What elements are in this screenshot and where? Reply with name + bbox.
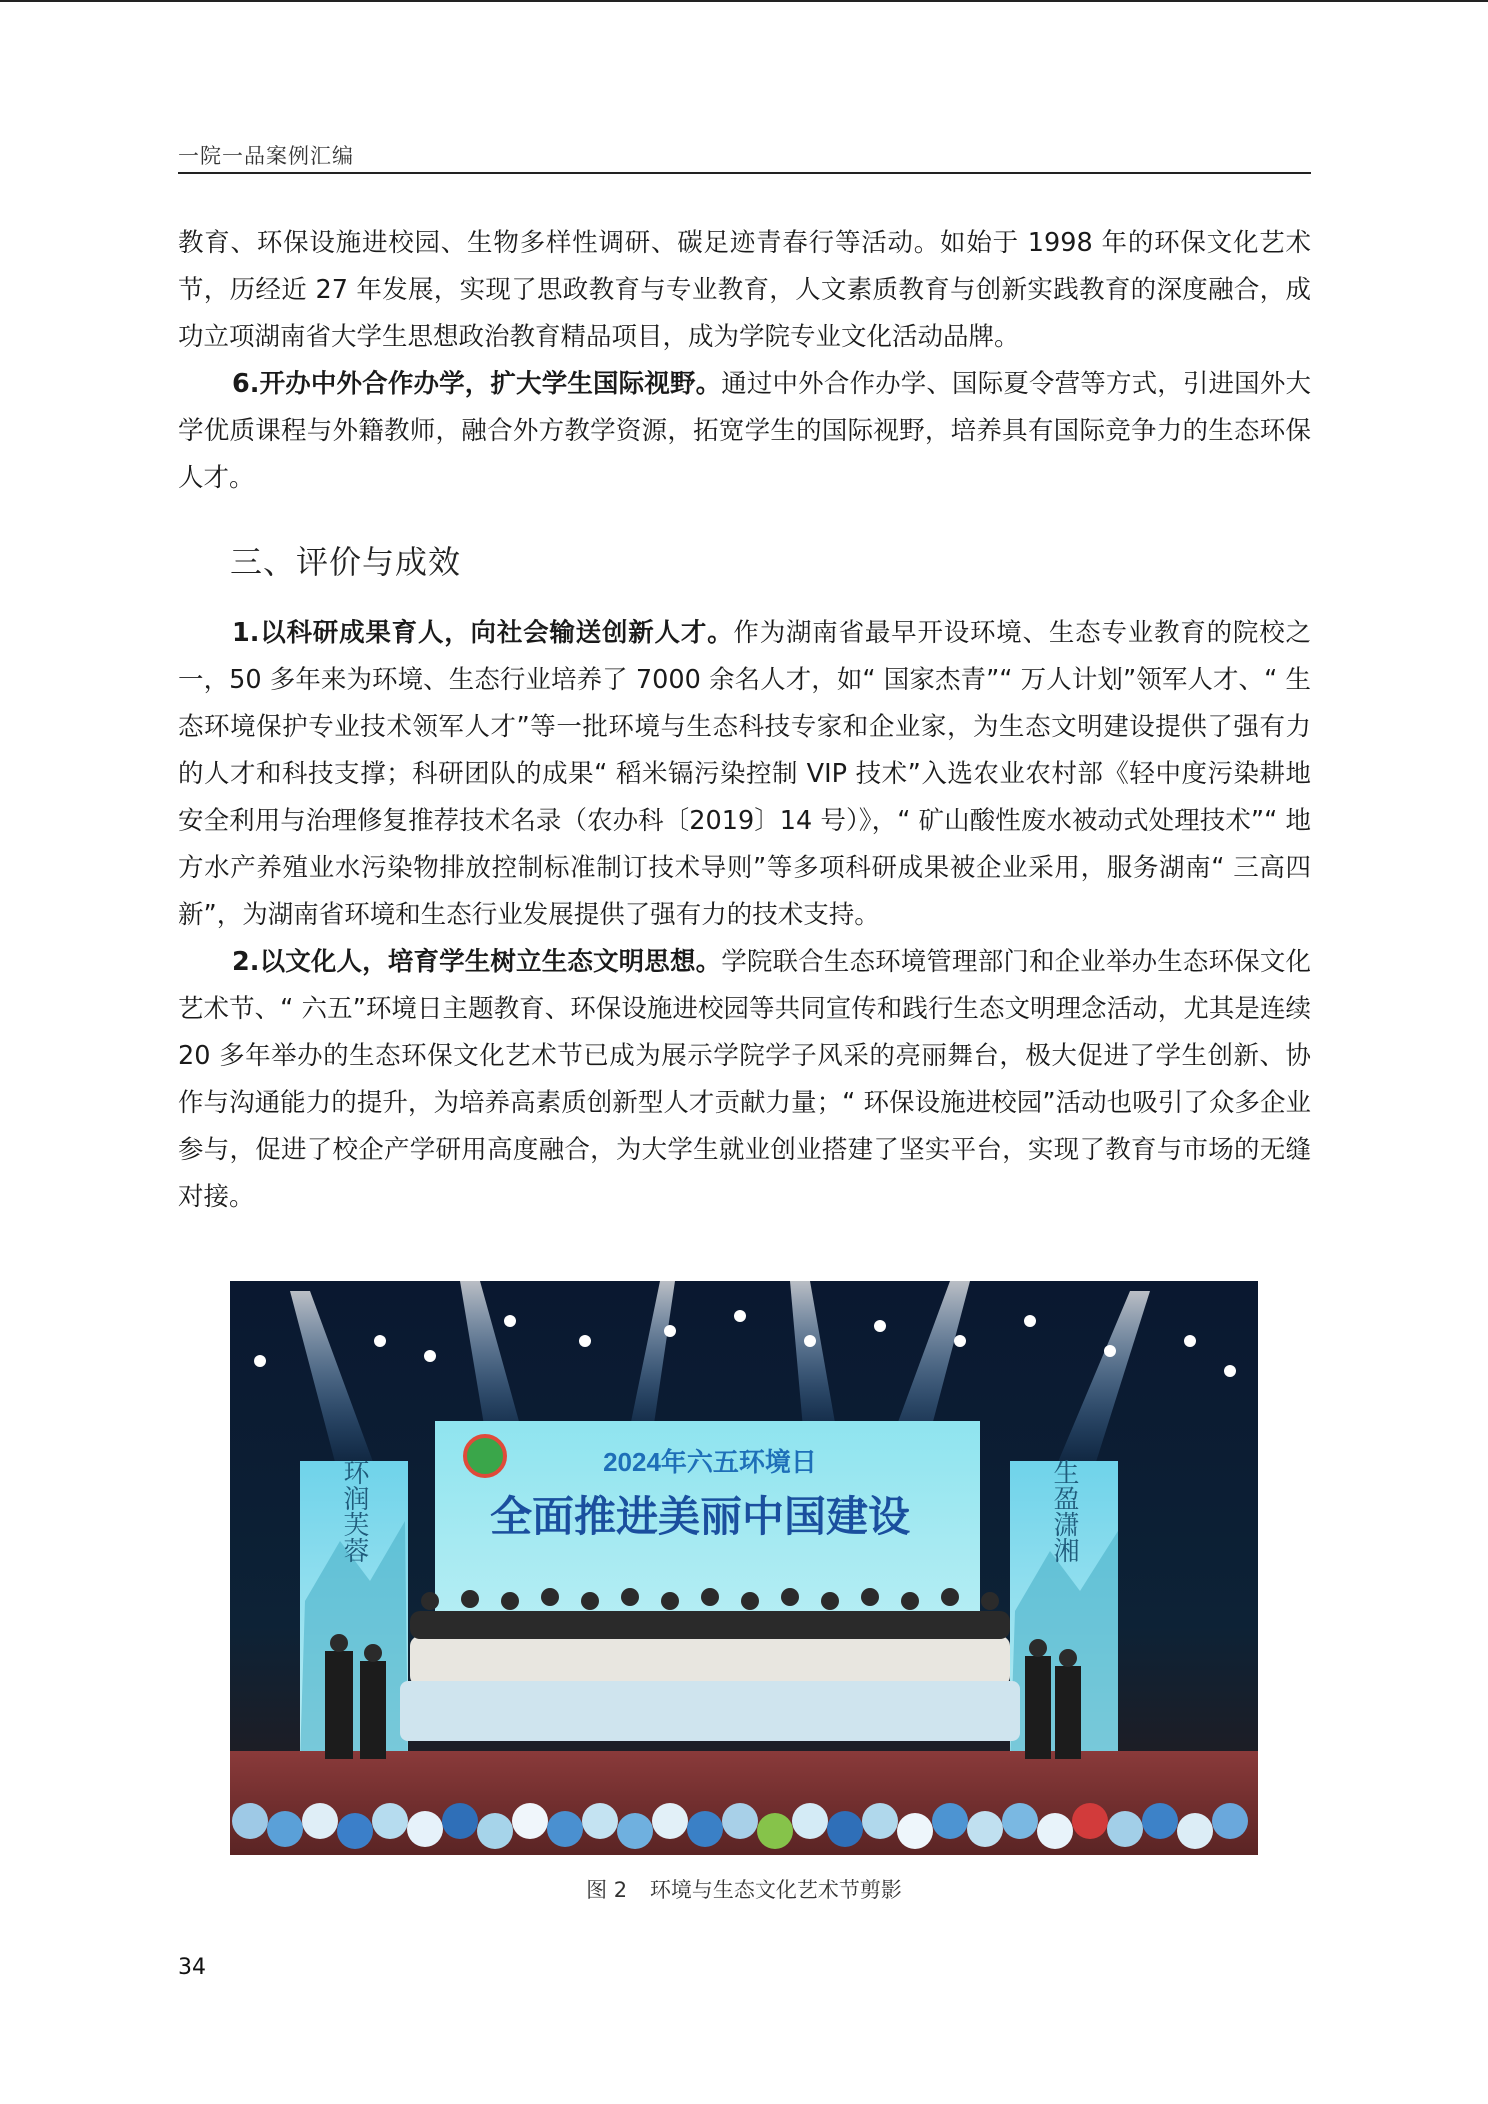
paragraph-heading: 2.以文化人，培育学生树立生态文明思想。: [232, 947, 722, 977]
group-of-people: [325, 1588, 1081, 1759]
section-title: 三、评价与成效: [230, 543, 462, 581]
body-section: [178, 610, 1311, 1221]
paragraph-2: 6.开办中外合作办学，扩大学生国际视野。通过中外合作办学、国际夏令营等方式，引进国外大学优质课程与外籍教师，融合外方教学资源，拓宽学生的国际视野，培养具有国际竞争力的生态环保人才。: [178, 369, 1311, 493]
right-panel-text: 生盈潇湘: [1049, 1459, 1079, 1563]
left-panel-text: 环润芙蓉: [339, 1459, 369, 1563]
header-rule: [178, 172, 1311, 174]
page-number: 34: [178, 1955, 206, 1980]
caption-number: 图 2: [586, 1878, 628, 1902]
body-top: [178, 220, 1311, 502]
paragraph-3: 1.以科研成果育人，向社会输送创新人才。作为湖南省最早开设环境、生态专业教育的院校之一，50 多年来为环境、生态行业培养了 7000 余名人才，如“ 国家杰青”“ 万人计划”领军人才、“ 生态环境保护专业技术领军人才”等一批环境与生态科技专家和企业家，为生态文明建设提供了强有力的人才和科技支撑；科研团队的成果“ 稻米镉污染控制 VIP 技术”入选农业农村部《轻中度污染耕地安全利用与治理修复推荐技术名录（农办科〔2019〕14 号）》，“ 矿山酸性废水被动式处理技术”“ 地方水产养殖业水污染物排放控制标准制订技术导则”等多项科研成果被企业采用，服务湖南“ 三高四新”，为湖南省环境和生态行业发展提供了强有力的技术支持。: [178, 618, 1311, 930]
page-top-border: [0, 0, 1488, 2]
screen-main-line: 全面推进美丽中国建设: [489, 1492, 911, 1541]
paragraph-heading: 6.开办中外合作办学，扩大学生国际视野。: [232, 369, 722, 399]
paragraph-1: 教育、环保设施进校园、生物多样性调研、碳足迹青春行等活动。如始于 1998 年的环保文化艺术节，历经近 27 年发展，实现了思政教育与专业教育，人文素质教育与创新实践教育的深度融合，成功立项湖南省大学生思想政治教育精品项目，成为学院专业文化活动品牌。: [178, 228, 1311, 352]
caption-text: 环境与生态文化艺术节剪影: [649, 1878, 902, 1902]
running-header: 一院一品案例汇编: [178, 144, 354, 168]
festival-logo-icon: [465, 1436, 505, 1476]
paragraph-heading: 1.以科研成果育人，向社会输送创新人才。: [232, 618, 734, 648]
event-photo: [230, 1281, 1258, 1855]
stage-floor: [230, 1751, 1258, 1855]
figure-caption: [0, 1874, 1488, 1904]
screen-year-line: 2024年六五环境日: [603, 1447, 817, 1477]
paragraph-4: 2.以文化人，培育学生树立生态文明思想。学院联合生态环境管理部门和企业举办生态环保文化艺术节、“ 六五”环境日主题教育、环保设施进校园等共同宣传和践行生态文明理念活动，尤其是连续 20 多年举办的生态环保文化艺术节已成为展示学院学子风采的亮丽舞台，极大促进了学生创新、协作与沟通能力的提升，为培养高素质创新型人才贡献力量；“ 环保设施进校园”活动也吸引了众多企业参与，促进了校企产学研用高度融合，为大学生就业创业搭建了坚实平台，实现了教育与市场的无缝对接。: [178, 947, 1311, 1212]
